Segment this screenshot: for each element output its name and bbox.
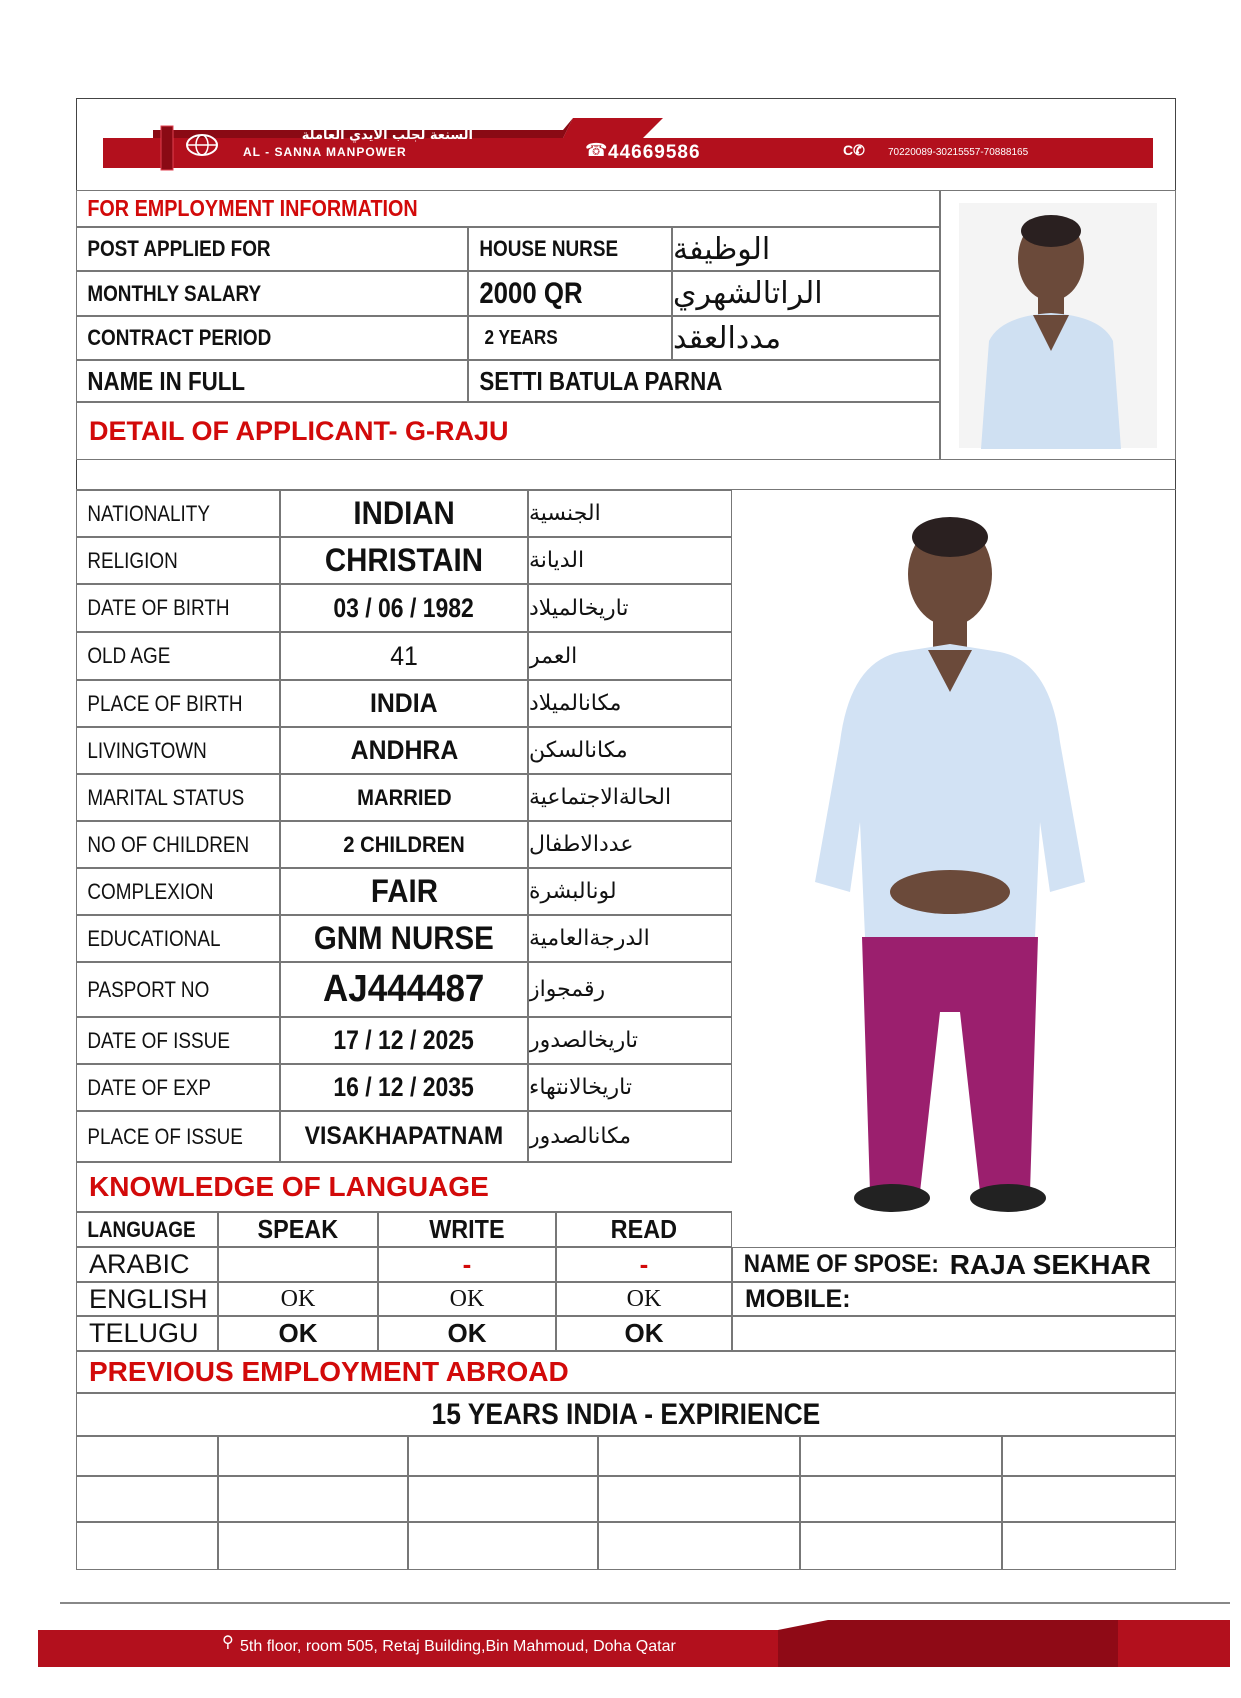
applicant-row-value: INDIAN: [280, 490, 528, 537]
language-header-language: LANGUAGE: [76, 1212, 218, 1247]
spouse-name: NAME OF SPOSE: RAJA SEKHAR: [732, 1247, 1176, 1282]
applicant-row-arabic: مكانالصدور: [528, 1111, 732, 1162]
contract-value: 2 YEARS: [468, 316, 672, 360]
language-section-title: KNOWLEDGE OF LANGUAGE: [76, 1162, 732, 1212]
previous-employment-grid-cell: [218, 1476, 408, 1522]
brand-arabic: السنعة لجلب الأيدي العاملة: [301, 128, 473, 143]
applicant-row-value: GNM NURSE: [280, 915, 528, 962]
applicant-row-arabic: رقمجواز: [528, 962, 732, 1017]
spouse-blank-row: [732, 1316, 1176, 1351]
contract-arabic: مددالعقد: [672, 316, 940, 360]
applicant-row-value: 2 CHILDREN: [280, 821, 528, 868]
phone-number: 44669586: [608, 142, 701, 163]
applicant-row-arabic: العمر: [528, 632, 732, 680]
applicant-row-arabic: تاريخالصدور: [528, 1017, 732, 1064]
previous-employment-grid-cell: [800, 1476, 1002, 1522]
salary-label: MONTHLY SALARY: [76, 271, 468, 316]
applicant-row-value: ANDHRA: [280, 727, 528, 774]
language-header-speak: SPEAK: [218, 1212, 378, 1247]
applicant-row-arabic: مكانالسكن: [528, 727, 732, 774]
footer-address: 5th floor, room 505, Retaj Building,Bin Mahmoud, Doha Qatar: [240, 1638, 676, 1655]
name-in-full-label: NAME IN FULL: [76, 360, 468, 402]
brand-english: AL - SANNA MANPOWER: [243, 145, 407, 159]
applicant-row-value: MARRIED: [280, 774, 528, 821]
contract-label: CONTRACT PERIOD: [76, 316, 468, 360]
language-row-english: ENGLISH: [76, 1282, 218, 1316]
mobile-icon: C✆: [843, 142, 865, 158]
applicant-row-label: MARITAL STATUS: [76, 774, 280, 821]
telugu-speak: OK: [218, 1316, 378, 1351]
applicant-row-label: DATE OF EXP: [76, 1064, 280, 1111]
applicant-row-label: LIVINGTOWN: [76, 727, 280, 774]
previous-employment-grid-cell: [408, 1476, 598, 1522]
previous-employment-grid-cell: [1002, 1522, 1176, 1570]
applicant-full-body-photo: [800, 492, 1110, 1218]
location-pin-icon: ⚲: [222, 1634, 234, 1651]
applicant-row-arabic: الدرجةالعامية: [528, 915, 732, 962]
previous-employment-grid-cell: [218, 1522, 408, 1570]
previous-employment-grid-cell: [218, 1436, 408, 1476]
applicant-row-label: COMPLEXION: [76, 868, 280, 915]
applicant-row-value: VISAKHAPATNAM: [280, 1111, 528, 1162]
salary-arabic: الراتالشهري: [672, 271, 940, 316]
english-write: OK: [378, 1282, 556, 1316]
previous-employment-grid-cell: [76, 1522, 218, 1570]
footer-banner: [38, 1620, 1230, 1667]
applicant-row-label: PASPORT NO: [76, 962, 280, 1017]
applicant-row-value: 03 / 06 / 1982: [280, 584, 528, 632]
previous-employment-grid-cell: [598, 1436, 800, 1476]
applicant-row-label: NATIONALITY: [76, 490, 280, 537]
footer-rule: [60, 1602, 1230, 1604]
english-speak: OK: [218, 1282, 378, 1316]
applicant-row-label: NO OF CHILDREN: [76, 821, 280, 868]
applicant-row-value: 16 / 12 / 2035: [280, 1064, 528, 1111]
telugu-write: OK: [378, 1316, 556, 1351]
applicant-row-arabic: الحالةالاجتماعية: [528, 774, 732, 821]
previous-employment-grid-cell: [1002, 1436, 1176, 1476]
employment-section-title: FOR EMPLOYMENT INFORMATION: [76, 190, 940, 227]
applicant-row-arabic: عددالاطفال: [528, 821, 732, 868]
applicant-row-arabic: تاريخالانتهاء: [528, 1064, 732, 1111]
applicant-row-arabic: لونالبشرة: [528, 868, 732, 915]
previous-employment-grid-cell: [408, 1436, 598, 1476]
applicant-section-title: DETAIL OF APPLICANT- G-RAJU: [76, 402, 940, 460]
applicant-row-label: DATE OF ISSUE: [76, 1017, 280, 1064]
applicant-row-label: DATE OF BIRTH: [76, 584, 280, 632]
applicant-row-arabic: مكانالميلاد: [528, 680, 732, 727]
previous-employment-grid-cell: [598, 1476, 800, 1522]
applicant-portrait-photo: [940, 190, 1176, 460]
language-row-telugu: TELUGU: [76, 1316, 218, 1351]
language-row-arabic: ARABIC: [76, 1247, 218, 1282]
previous-employment-grid-cell: [1002, 1476, 1176, 1522]
salary-value: 2000 QR: [468, 271, 672, 316]
previous-employment-title: PREVIOUS EMPLOYMENT ABROAD: [76, 1351, 1176, 1393]
previous-employment-grid-cell: [76, 1436, 218, 1476]
post-applied-label: POST APPLIED FOR: [76, 227, 468, 271]
arabic-read: -: [556, 1247, 732, 1282]
telugu-read: OK: [556, 1316, 732, 1351]
applicant-row-label: RELIGION: [76, 537, 280, 584]
applicant-row-value: 41: [280, 632, 528, 680]
language-header-write: WRITE: [378, 1212, 556, 1247]
applicant-row-label: OLD AGE: [76, 632, 280, 680]
post-applied-arabic: الوظيفة: [672, 227, 940, 271]
mobile-numbers: 70220089-30215557-70888165: [888, 147, 1029, 158]
previous-employment-grid-cell: [800, 1522, 1002, 1570]
applicant-row-value: FAIR: [280, 868, 528, 915]
applicant-row-arabic: الجنسية: [528, 490, 732, 537]
applicant-row-value: CHRISTAIN: [280, 537, 528, 584]
previous-employment-grid-cell: [76, 1476, 218, 1522]
phone-icon: ☎: [585, 140, 608, 160]
applicant-row-value: 17 / 12 / 2025: [280, 1017, 528, 1064]
applicant-row-label: EDUCATIONAL: [76, 915, 280, 962]
previous-employment-grid-cell: [598, 1522, 800, 1570]
language-header-read: READ: [556, 1212, 732, 1247]
post-applied-value: HOUSE NURSE: [468, 227, 672, 271]
applicant-row-label: PLACE OF BIRTH: [76, 680, 280, 727]
applicant-row-value: AJ444487: [280, 962, 528, 1017]
applicant-row-value: INDIA: [280, 680, 528, 727]
applicant-row-arabic: تاريخالميلاد: [528, 584, 732, 632]
arabic-write: -: [378, 1247, 556, 1282]
arabic-speak: [218, 1247, 378, 1282]
english-read: OK: [556, 1282, 732, 1316]
spouse-mobile: MOBILE:: [732, 1282, 1176, 1316]
applicant-row-label: PLACE OF ISSUE: [76, 1111, 280, 1162]
name-in-full-value: SETTI BATULA PARNA: [468, 360, 940, 402]
previous-employment-grid-cell: [408, 1522, 598, 1570]
previous-employment-summary: 15 YEARS INDIA - EXPIRIENCE: [76, 1393, 1176, 1436]
applicant-row-arabic: الديانة: [528, 537, 732, 584]
previous-employment-grid-cell: [800, 1436, 1002, 1476]
